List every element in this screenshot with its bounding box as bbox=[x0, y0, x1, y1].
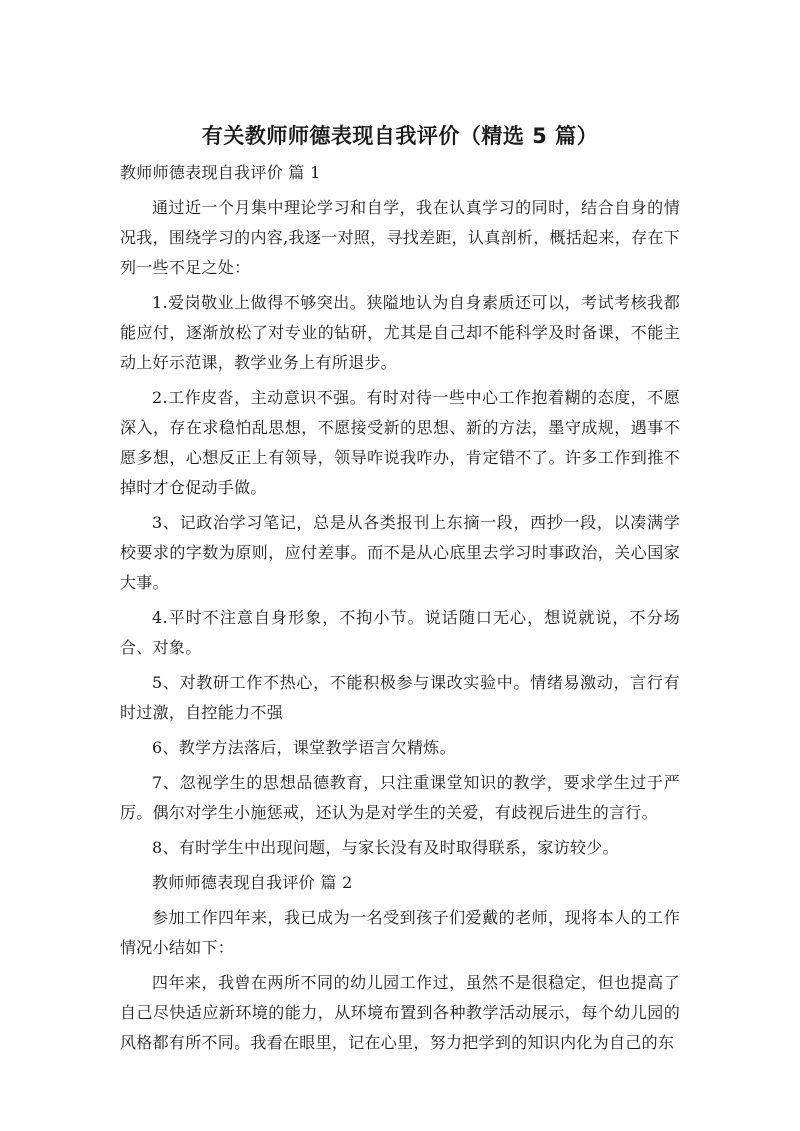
paragraph: 2.工作皮沓，主动意识不强。有时对待一些中心工作抱着糊的态度，不愿深入，存在求稳怕乱思想，不愿接受新的思想、新的方法，墨守成规，遇事不愿多想，心想反正上有领导，领导咋说我咋办，肯定错不了。许多工作到推不掉时才仓促动手做。 bbox=[120, 388, 680, 497]
paragraph: 6、教学方法落后，课堂教学语言欠精炼。 bbox=[152, 738, 456, 757]
paragraph: 四年来，我曾在两所不同的幼儿园工作过，虽然不是很稳定，但也提高了自己尽快适应新环境的能力，从环境布置到各种教学活动展示，每个幼儿园的风格都有所不同。我看在眼里，记在心里，努力把学到的知识内化为自己的东 bbox=[120, 973, 680, 1052]
document-body bbox=[120, 158, 680, 1058]
paragraph: 参加工作四年来，我已成为一名受到孩子们爱戴的老师，现将本人的工作情况小结如下： bbox=[120, 908, 680, 957]
paragraph: 5、对教研工作不热心，不能积极参与课改实验中。情绪易激动，言行有时过激，自控能力不强 bbox=[120, 673, 680, 722]
paragraph: 4.平时不注意自身形象，不拘小节。说话随口无心，想说就说，不分场合、对象。 bbox=[120, 608, 680, 657]
section-heading-1: 教师师德表现自我评价 篇 1 bbox=[120, 163, 321, 182]
section-heading-2: 教师师德表现自我评价 篇 2 bbox=[152, 873, 353, 892]
paragraph: 8、有时学生中出现问题，与家长没有及时取得联系，家访较少。 bbox=[152, 838, 619, 857]
paragraph: 3、记政治学习笔记，总是从各类报刊上东摘一段，西抄一段，以凑满学校要求的字数为原则，应付差事。而不是从心底里去学习时事政治，关心国家大事。 bbox=[120, 513, 680, 592]
paragraph: 通过近一个月集中理论学习和自学，我在认真学习的同时，结合自身的情况我，围绕学习的内容,我逐一对照，寻找差距，认真剖析，概括起来，存在下列一些不足之处： bbox=[120, 198, 680, 277]
document-title: 有关教师师德表现自我评价（精选 5 篇） bbox=[201, 124, 599, 148]
paragraph: 1.爱岗敬业上做得不够突出。狭隘地认为自身素质还可以，考试考核我都能应付，逐渐放松了对专业的钻研，尤其是自己却不能科学及时备课，不能主动上好示范课，教学业务上有所退步。 bbox=[120, 293, 680, 372]
paragraph: 7、忽视学生的思想品德教育，只注重课堂知识的教学，要求学生过于严厉。偶尔对学生小施惩戒，还认为是对学生的关爱，有歧视后进生的言行。 bbox=[120, 773, 680, 822]
